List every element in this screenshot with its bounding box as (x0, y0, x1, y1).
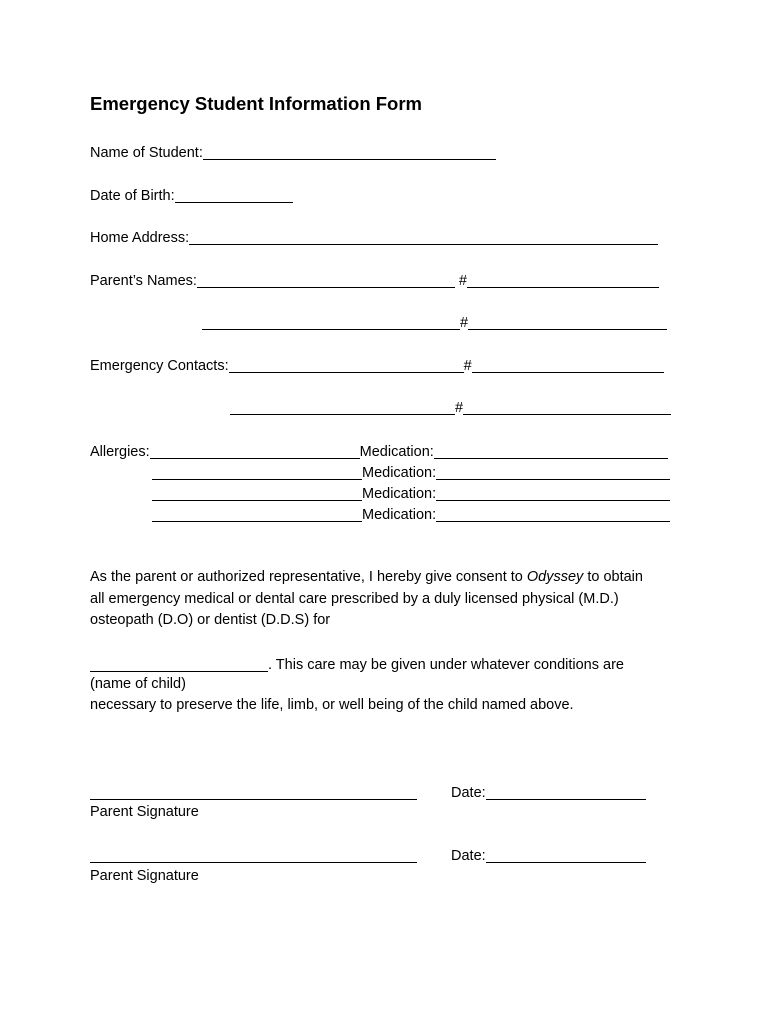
address-field[interactable] (189, 230, 658, 245)
allergy-row-3 (152, 484, 670, 502)
date-row-1 (451, 783, 646, 801)
signature-row-2 (90, 846, 417, 864)
consent-line-1 (90, 567, 643, 589)
child-name-row (90, 655, 624, 673)
medication-field-1[interactable] (434, 444, 668, 459)
consent-line-2: all emergency medical or dental care prescribed by a duly licensed physical (M.D.) (90, 590, 619, 607)
parent-phone-field-2[interactable] (468, 315, 667, 330)
medication-label: Medication: (362, 507, 437, 523)
parent-signature-field-1[interactable] (90, 785, 417, 800)
dob-row (90, 186, 293, 204)
allergy-field-4[interactable] (152, 507, 362, 522)
emergency-name-field-1[interactable] (229, 358, 464, 373)
dob-label: Date of Birth: (90, 188, 175, 204)
date-field-1[interactable] (486, 785, 646, 800)
allergy-field-3[interactable] (152, 486, 362, 501)
medication-label: Medication: (362, 486, 437, 502)
dob-field[interactable] (175, 188, 293, 203)
medication-label: Medication: (362, 465, 437, 481)
emergency-phone-field-2[interactable] (463, 400, 671, 415)
emergency-name-field-2[interactable] (230, 400, 455, 415)
address-label: Home Address: (90, 230, 190, 246)
date-label: Date: (451, 848, 486, 864)
address-row (90, 228, 658, 246)
parent-name-field-1[interactable] (197, 273, 455, 288)
parent-row-2 (202, 313, 667, 331)
consent-line-5: necessary to preserve the life, limb, or well being of the child named above. (90, 697, 574, 713)
emergency-phone-field-1[interactable] (472, 358, 664, 373)
allergy-row-2 (152, 463, 670, 481)
child-name-field[interactable] (90, 657, 268, 672)
signature-row-1 (90, 783, 417, 801)
emergency-row-1 (90, 356, 664, 374)
consent-paragraph (90, 567, 643, 632)
consent-line-3: osteopath (D.O) or dentist (D.D.S) for (90, 612, 331, 628)
medication-label: Medication: (359, 444, 434, 460)
allergy-row-4 (152, 505, 670, 523)
student-name-label: Name of Student: (90, 145, 203, 161)
date-row-2 (451, 846, 646, 864)
allergy-row-1 (90, 442, 668, 460)
allergy-field-1[interactable] (150, 444, 360, 459)
medication-field-3[interactable] (436, 486, 670, 501)
emergency-row-2 (230, 398, 671, 416)
parent-row-1 (90, 271, 659, 289)
student-name-field[interactable] (203, 145, 496, 160)
date-label: Date: (451, 785, 486, 801)
parent-phone-field-1[interactable] (467, 273, 659, 288)
medication-field-2[interactable] (436, 465, 670, 480)
form-title: Emergency Student Information Form (90, 93, 423, 114)
signature-caption-2: Parent Signature (90, 868, 199, 884)
phone-symbol: # (455, 400, 464, 416)
emergency-label: Emergency Contacts: (90, 358, 229, 374)
allergies-label: Allergies: (90, 444, 150, 460)
phone-symbol: # (463, 358, 472, 374)
date-field-2[interactable] (486, 848, 646, 863)
student-name-row (90, 143, 496, 161)
child-name-caption: (name of child) (90, 676, 186, 692)
phone-symbol: # (460, 315, 469, 331)
parent-name-field-2[interactable] (202, 315, 460, 330)
signature-caption-1: Parent Signature (90, 804, 199, 820)
phone-symbol: # (458, 273, 467, 289)
allergy-field-2[interactable] (152, 465, 362, 480)
organization-name: Odyssey (526, 569, 584, 585)
consent-text: As the parent or authorized representative, I hereby give consent to (90, 569, 527, 585)
consent-line-4: . This care may be given under whatever conditions are (268, 657, 624, 673)
parents-label: Parent’s Names: (90, 273, 197, 289)
medication-field-4[interactable] (436, 507, 670, 522)
parent-signature-field-2[interactable] (90, 848, 417, 863)
consent-text: to obtain (583, 569, 643, 585)
